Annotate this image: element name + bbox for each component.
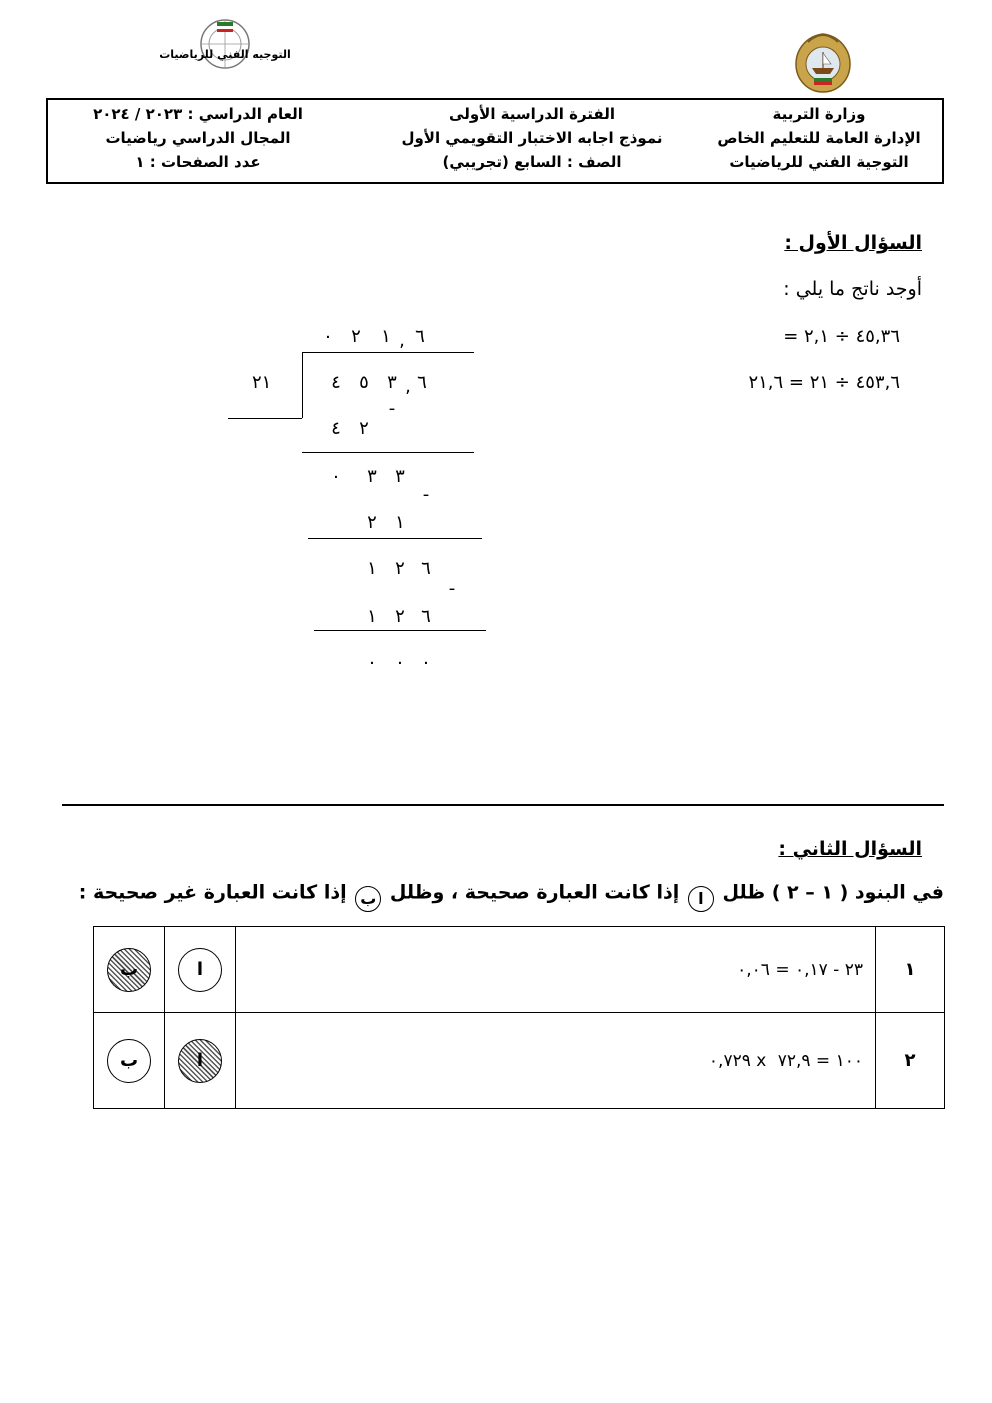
step-line xyxy=(314,630,486,631)
q1-expression: ٤٥,٣٦ ÷ ٢,١ = xyxy=(783,326,900,347)
subject-label: المجال الدراسي رياضيات xyxy=(105,129,291,147)
instruction-text: إذا كانت العبارة صحيحة ، وظلل xyxy=(389,881,680,904)
q1-title: السؤال الأول : xyxy=(784,232,922,254)
step-digit: ٢ xyxy=(395,606,405,627)
quotient-digit: ٦ xyxy=(415,326,425,347)
dividend-digit: ٥ xyxy=(359,372,369,393)
ministry-emblem xyxy=(788,30,858,96)
page-count: عدد الصفحات : ١ xyxy=(135,153,261,171)
step-digit: ٢ xyxy=(367,512,377,533)
dividend-digit: ٦ xyxy=(417,372,427,393)
step-digit: ١ xyxy=(367,558,377,579)
administration-name: الإدارة العامة للتعليم الخاص xyxy=(717,129,921,147)
dividend-digit: ٣ xyxy=(387,372,397,393)
option-a-circle[interactable]: ا xyxy=(178,948,222,992)
step-digit: ٠ xyxy=(331,466,341,487)
step-digit: ٣ xyxy=(367,466,377,487)
circle-b-symbol: ب xyxy=(355,886,381,912)
step-digit: ٦ xyxy=(421,606,431,627)
department-name: التوجية الفني للرياضيات xyxy=(729,153,909,171)
instruction-text: في البنود ( ١ – ٢ ) ظلل xyxy=(722,881,944,904)
option-a-circle[interactable]: ا xyxy=(178,1039,222,1083)
minus-sign: - xyxy=(388,398,396,419)
true-false-table xyxy=(93,926,945,1109)
statement: ٠,٧٢٩ x ١٠٠ = ٧٢,٩ xyxy=(236,1013,876,1109)
step-digit: ٣ xyxy=(395,466,405,487)
q2-title: السؤال الثاني : xyxy=(778,838,922,860)
q1-instruction: أوجد ناتج ما يلي : xyxy=(783,278,922,300)
svg-text:التوجيه الفني للرياضيات: التوجيه الفني للرياضيات xyxy=(159,48,291,61)
section-separator xyxy=(62,804,944,806)
option-b-circle[interactable]: ب xyxy=(107,1039,151,1083)
division-bracket xyxy=(302,352,303,418)
minus-sign: - xyxy=(448,578,456,599)
dividend-decimal: , xyxy=(405,376,411,397)
divisor-underline xyxy=(228,418,302,419)
quotient-decimal: , xyxy=(399,330,405,351)
exam-title: نموذج اجابه الاختبار التقويمي الأول xyxy=(401,129,663,147)
remainder-digit: ٠ xyxy=(395,652,405,673)
step-digit: ٢ xyxy=(359,418,369,439)
circle-a-symbol: ا xyxy=(688,886,714,912)
header-right-column xyxy=(714,102,924,174)
step-digit: ١ xyxy=(367,606,377,627)
quotient-digit: ١ xyxy=(381,326,391,347)
dividend-digit: ٤ xyxy=(331,372,341,393)
header-box xyxy=(46,98,944,184)
item-number: ١ xyxy=(876,927,945,1013)
statement: ٢٣ - ٠,١٧ = ٠,٠٦ xyxy=(236,927,876,1013)
option-b-circle[interactable]: ب xyxy=(107,948,151,992)
step-line xyxy=(302,452,474,453)
table-row xyxy=(94,927,945,1013)
q2-instruction xyxy=(79,880,944,906)
q1-answer-expression: ٤٥٣,٦ ÷ ٢١ = ٢١,٦ xyxy=(748,372,900,393)
step-digit: ١ xyxy=(395,512,405,533)
ministry-name: وزارة التربية xyxy=(772,105,866,123)
quotient-digit: ٠ xyxy=(323,326,333,347)
term-label: الفترة الدراسية الأولى xyxy=(449,105,615,123)
division-bar xyxy=(302,352,474,353)
divisor: ٢١ xyxy=(252,372,272,393)
remainder-digit: ٠ xyxy=(421,652,431,673)
quotient-digit: ٢ xyxy=(351,326,361,347)
remainder-digit: ٠ xyxy=(367,652,377,673)
academic-year: العام الدراسي : ٢٠٢٣ / ٢٠٢٤ xyxy=(93,105,303,123)
item-number: ٢ xyxy=(876,1013,945,1109)
step-digit: ٦ xyxy=(421,558,431,579)
minus-sign: - xyxy=(422,484,430,505)
table-row xyxy=(94,1013,945,1109)
step-line xyxy=(308,538,482,539)
instruction-text: إذا كانت العبارة غير صحيحة : xyxy=(78,881,347,904)
header-left-column xyxy=(68,102,328,174)
step-digit: ٤ xyxy=(331,418,341,439)
grade-label: الصف : السابع (تجريبي) xyxy=(442,153,622,171)
header-middle-column xyxy=(382,102,682,174)
step-digit: ٢ xyxy=(395,558,405,579)
math-department-logo xyxy=(159,18,291,98)
